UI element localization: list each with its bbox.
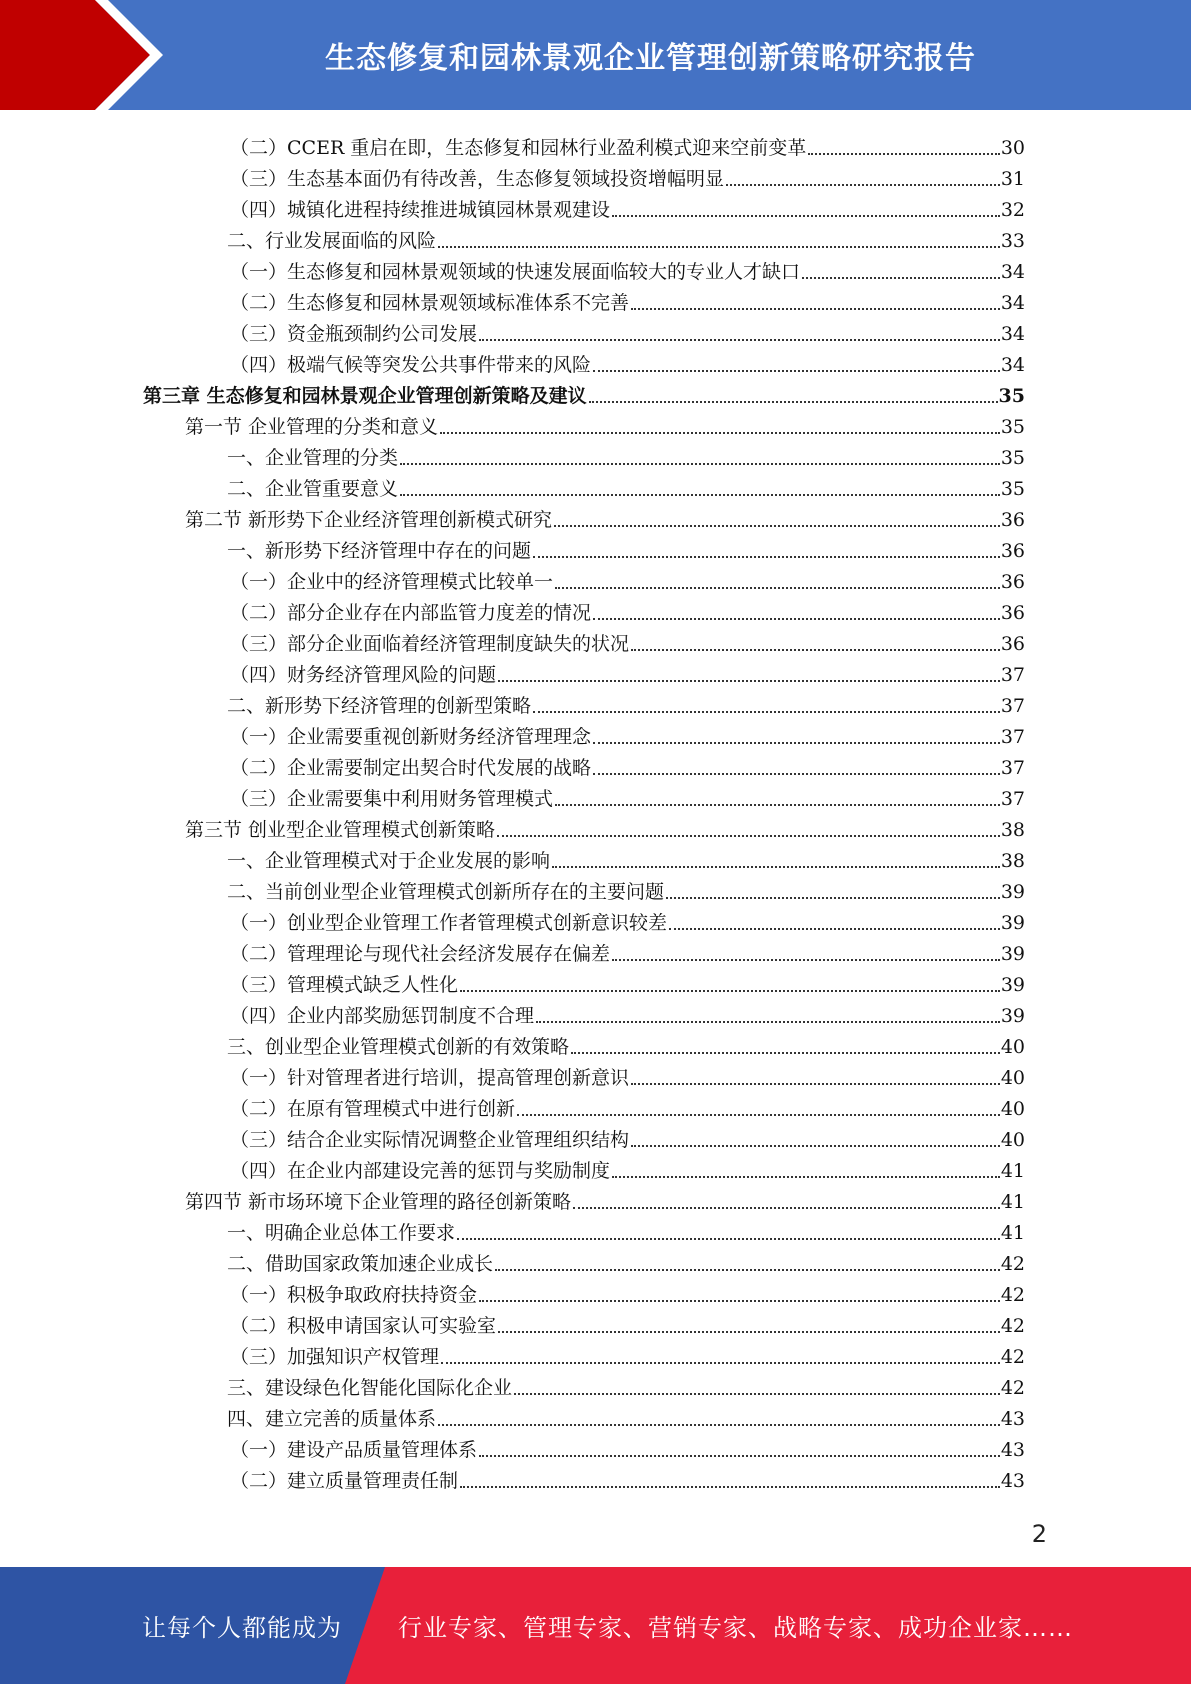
toc-entry-page: 36 (1000, 633, 1025, 655)
toc-entry-page: 43 (1000, 1439, 1025, 1461)
toc-entry[interactable] (230, 966, 1025, 997)
toc-entry-title: （一）企业中的经济管理模式比较单一 (230, 571, 554, 593)
toc-entry-title: 第三章 生态修复和园林景观企业管理创新策略及建议 (143, 385, 587, 407)
toc-dot-leader (573, 1207, 1000, 1209)
toc-entry[interactable] (230, 191, 1025, 222)
toc-entry-title: 一、新形势下经济管理中存在的问题 (227, 540, 532, 562)
toc-entry-page: 32 (1000, 199, 1025, 221)
toc-dot-leader (552, 866, 1000, 868)
toc-entry-title: 三、建设绿色化智能化国际化企业 (227, 1377, 513, 1399)
footer-slogan-left: 让每个人都能成为 (142, 1614, 342, 1642)
toc-entry[interactable] (230, 997, 1025, 1028)
toc-entry[interactable] (227, 1214, 1025, 1245)
toc-entry-page: 35 (1000, 416, 1025, 438)
toc-entry-page: 39 (1000, 912, 1025, 934)
toc-entry-page: 40 (1000, 1098, 1025, 1120)
toc-entry-page: 41 (1000, 1191, 1025, 1213)
toc-dot-leader (536, 1021, 1000, 1023)
toc-entry[interactable] (230, 284, 1025, 315)
toc-entry[interactable] (230, 904, 1025, 935)
toc-entry[interactable] (227, 1028, 1025, 1059)
toc-entry-title: （三）资金瓶颈制约公司发展 (230, 323, 478, 345)
toc-entry-title: （二）企业需要制定出契合时代发展的战略 (230, 757, 592, 779)
toc-entry[interactable] (227, 1245, 1025, 1276)
toc-dot-leader (726, 184, 1000, 186)
toc-entry[interactable] (230, 749, 1025, 780)
toc-entry-title: 二、当前创业型企业管理模式创新所存在的主要问题 (227, 881, 665, 903)
toc-entry-page: 33 (1000, 230, 1025, 252)
toc-entry-title: （二）建立质量管理责任制 (230, 1470, 459, 1492)
toc-entry-title: 第四节 新市场环境下企业管理的路径创新策略 (185, 1191, 572, 1213)
toc-entry-title: 二、行业发展面临的风险 (227, 230, 437, 252)
toc-entry[interactable] (230, 625, 1025, 656)
toc-entry-title: （二）在原有管理模式中进行创新 (230, 1098, 516, 1120)
toc-entry-page: 37 (1000, 788, 1025, 810)
toc-entry[interactable] (143, 377, 1025, 408)
toc-entry-page: 31 (1000, 168, 1025, 190)
toc-dot-leader (533, 556, 1000, 558)
toc-entry-page: 43 (1000, 1408, 1025, 1430)
toc-entry-title: （三）管理模式缺乏人性化 (230, 974, 459, 996)
toc-entry-title: （三）结合企业实际情况调整企业管理组织结构 (230, 1129, 630, 1151)
toc-dot-leader (438, 246, 1000, 248)
toc-dot-leader (612, 1176, 1000, 1178)
toc-dot-leader (495, 1269, 1000, 1271)
toc-entry-page: 40 (1000, 1067, 1025, 1089)
toc-entry-title: （一）生态修复和园林景观领域的快速发展面临较大的专业人才缺口 (230, 261, 801, 283)
toc-entry[interactable] (230, 160, 1025, 191)
toc-entry-page: 42 (1000, 1315, 1025, 1337)
toc-entry-page: 34 (1000, 292, 1025, 314)
toc-dot-leader (400, 494, 1000, 496)
toc-entry-title: （四）在企业内部建设完善的惩罚与奖励制度 (230, 1160, 611, 1182)
toc-dot-leader (666, 897, 1000, 899)
toc-entry[interactable] (230, 1276, 1025, 1307)
toc-dot-leader (589, 401, 998, 403)
page-footer (0, 1567, 1191, 1684)
toc-entry-page: 42 (1000, 1377, 1025, 1399)
toc-dot-leader (593, 773, 1000, 775)
toc-entry-page: 37 (1000, 664, 1025, 686)
toc-entry[interactable] (227, 1400, 1025, 1431)
toc-dot-leader (669, 928, 1000, 930)
toc-entry[interactable] (227, 687, 1025, 718)
toc-entry-title: （一）创业型企业管理工作者管理模式创新意识较差 (230, 912, 668, 934)
toc-dot-leader (438, 1424, 1000, 1426)
toc-entry[interactable] (230, 656, 1025, 687)
toc-entry-title: （二）积极申请国家认可实验室 (230, 1315, 497, 1337)
toc-entry-page: 39 (1000, 943, 1025, 965)
toc-dot-leader (631, 1145, 1000, 1147)
toc-dot-leader (802, 277, 1000, 279)
toc-entry-page: 38 (1000, 819, 1025, 841)
toc-entry-page: 37 (1000, 695, 1025, 717)
toc-entry-title: （四）财务经济管理风险的问题 (230, 664, 497, 686)
toc-dot-leader (479, 339, 1000, 341)
toc-dot-leader (479, 1300, 1000, 1302)
toc-dot-leader (593, 618, 1000, 620)
toc-entry-page: 34 (1000, 261, 1025, 283)
toc-entry[interactable] (185, 501, 1025, 532)
toc-entry-page: 34 (1000, 323, 1025, 345)
toc-entry-title: （二）部分企业存在内部监管力度差的情况 (230, 602, 592, 624)
toc-dot-leader (612, 959, 1000, 961)
toc-dot-leader (460, 1486, 1000, 1488)
toc-entry[interactable] (230, 1462, 1025, 1493)
toc-entry-page: 42 (1000, 1346, 1025, 1368)
toc-entry-title: 四、建立完善的质量体系 (227, 1408, 437, 1430)
toc-entry[interactable] (230, 253, 1025, 284)
document-title: 生态修复和园林景观企业管理创新策略研究报告 (325, 41, 976, 76)
toc-dot-leader (497, 835, 1000, 837)
toc-entry[interactable] (230, 346, 1025, 377)
toc-dot-leader (514, 1393, 1000, 1395)
toc-entry-title: （二）CCER 重启在即，生态修复和园林行业盈利模式迎来空前变革 (230, 137, 807, 159)
toc-entry[interactable] (230, 780, 1025, 811)
toc-dot-leader (555, 804, 1000, 806)
toc-entry-page: 38 (1000, 850, 1025, 872)
toc-entry-title: （四）极端气候等突发公共事件带来的风险 (230, 354, 592, 376)
toc-entry-title: （三）企业需要集中利用财务管理模式 (230, 788, 554, 810)
toc-entry-title: （三）部分企业面临着经济管理制度缺失的状况 (230, 633, 630, 655)
toc-entry-page: 35 (1000, 447, 1025, 469)
toc-entry-title: 一、企业管理的分类 (227, 447, 399, 469)
toc-entry-page: 37 (1000, 726, 1025, 748)
toc-dot-leader (808, 153, 1000, 155)
toc-dot-leader (631, 308, 1000, 310)
toc-dot-leader (400, 463, 1000, 465)
toc-dot-leader (555, 587, 1000, 589)
toc-entry-title: （四）企业内部奖励惩罚制度不合理 (230, 1005, 535, 1027)
toc-entry[interactable] (227, 842, 1025, 873)
toc-entry-title: 第三节 创业型企业管理模式创新策略 (185, 819, 496, 841)
toc-entry[interactable] (227, 532, 1025, 563)
toc-dot-leader (533, 711, 1000, 713)
toc-entry-title: （二）管理理论与现代社会经济发展存在偏差 (230, 943, 611, 965)
toc-entry-title: （一）企业需要重视创新财务经济管理理念 (230, 726, 592, 748)
toc-dot-leader (554, 525, 1000, 527)
toc-dot-leader (479, 1455, 1000, 1457)
toc-entry-title: （四）城镇化进程持续推进城镇园林景观建设 (230, 199, 611, 221)
toc-entry-title: 二、借助国家政策加速企业成长 (227, 1253, 494, 1275)
toc-entry[interactable] (185, 811, 1025, 842)
toc-dot-leader (593, 370, 1000, 372)
toc-entry-page: 39 (1000, 881, 1025, 903)
toc-entry[interactable] (230, 935, 1025, 966)
toc-entry[interactable] (230, 1059, 1025, 1090)
toc-entry-page: 34 (1000, 354, 1025, 376)
toc-dot-leader (441, 1362, 1000, 1364)
toc-entry-title: 二、企业管重要意义 (227, 478, 399, 500)
toc-entry[interactable] (227, 1369, 1025, 1400)
toc-entry-page: 39 (1000, 1005, 1025, 1027)
toc-entry-title: （一）建设产品质量管理体系 (230, 1439, 478, 1461)
toc-entry[interactable] (185, 1183, 1025, 1214)
toc-entry-page: 35 (998, 385, 1025, 407)
toc-entry[interactable] (230, 1090, 1025, 1121)
toc-entry-page: 41 (1000, 1160, 1025, 1182)
toc-dot-leader (593, 742, 1000, 744)
toc-entry[interactable] (230, 1152, 1025, 1183)
toc-entry[interactable] (227, 439, 1025, 470)
page-header (0, 0, 1191, 110)
toc-dot-leader (571, 1052, 1000, 1054)
toc-entry-page: 37 (1000, 757, 1025, 779)
toc-entry-page: 36 (1000, 602, 1025, 624)
toc-entry[interactable] (230, 563, 1025, 594)
toc-entry[interactable] (230, 129, 1025, 160)
toc-dot-leader (612, 215, 1000, 217)
toc-entry[interactable] (230, 718, 1025, 749)
toc-entry-page: 35 (1000, 478, 1025, 500)
toc-entry-page: 42 (1000, 1253, 1025, 1275)
toc-entry-page: 40 (1000, 1129, 1025, 1151)
footer-slogan-right: 行业专家、管理专家、营销专家、战略专家、成功企业家…… (398, 1614, 1073, 1642)
toc-entry-title: （二）生态修复和园林景观领域标准体系不完善 (230, 292, 630, 314)
toc-entry[interactable] (230, 594, 1025, 625)
toc-dot-leader (460, 990, 1000, 992)
toc-entry[interactable] (230, 1338, 1025, 1369)
toc-entry[interactable] (230, 1121, 1025, 1152)
toc-dot-leader (440, 432, 1000, 434)
toc-entry[interactable] (227, 873, 1025, 904)
toc-entry-page: 36 (1000, 509, 1025, 531)
toc-dot-leader (517, 1114, 1000, 1116)
toc-entry-title: （一）积极争取政府扶持资金 (230, 1284, 478, 1306)
toc-entry-title: （三）加强知识产权管理 (230, 1346, 440, 1368)
toc-entry[interactable] (185, 408, 1025, 439)
toc-entry-page: 39 (1000, 974, 1025, 996)
toc-entry-page: 42 (1000, 1284, 1025, 1306)
toc-entry[interactable] (230, 1307, 1025, 1338)
toc-entry-title: （一）针对管理者进行培训，提高管理创新意识 (230, 1067, 630, 1089)
toc-entry[interactable] (230, 315, 1025, 346)
toc-dot-leader (498, 1331, 1000, 1333)
toc-entry-title: 第二节 新形势下企业经济管理创新模式研究 (185, 509, 553, 531)
toc-entry[interactable] (227, 470, 1025, 501)
toc-entry-title: 第一节 企业管理的分类和意义 (185, 416, 439, 438)
toc-dot-leader (457, 1238, 1000, 1240)
toc-entry-title: 二、新形势下经济管理的创新型策略 (227, 695, 532, 717)
page-number: 2 (1031, 1520, 1047, 1548)
toc-entry-page: 41 (1000, 1222, 1025, 1244)
toc-entry[interactable] (230, 1431, 1025, 1462)
toc-dot-leader (631, 649, 1000, 651)
toc-entry-page: 43 (1000, 1470, 1025, 1492)
toc-entry[interactable] (227, 222, 1025, 253)
toc-entry-title: 一、企业管理模式对于企业发展的影响 (227, 850, 551, 872)
toc-entry-page: 30 (1000, 137, 1025, 159)
toc-dot-leader (498, 680, 1000, 682)
toc-dot-leader (631, 1083, 1000, 1085)
toc-entry-page: 36 (1000, 540, 1025, 562)
toc-entry-page: 40 (1000, 1036, 1025, 1058)
toc-entry-title: （三）生态基本面仍有待改善，生态修复领域投资增幅明显 (230, 168, 725, 190)
toc-entry-title: 一、明确企业总体工作要求 (227, 1222, 456, 1244)
toc-entry-page: 36 (1000, 571, 1025, 593)
toc-entry-title: 三、创业型企业管理模式创新的有效策略 (227, 1036, 570, 1058)
